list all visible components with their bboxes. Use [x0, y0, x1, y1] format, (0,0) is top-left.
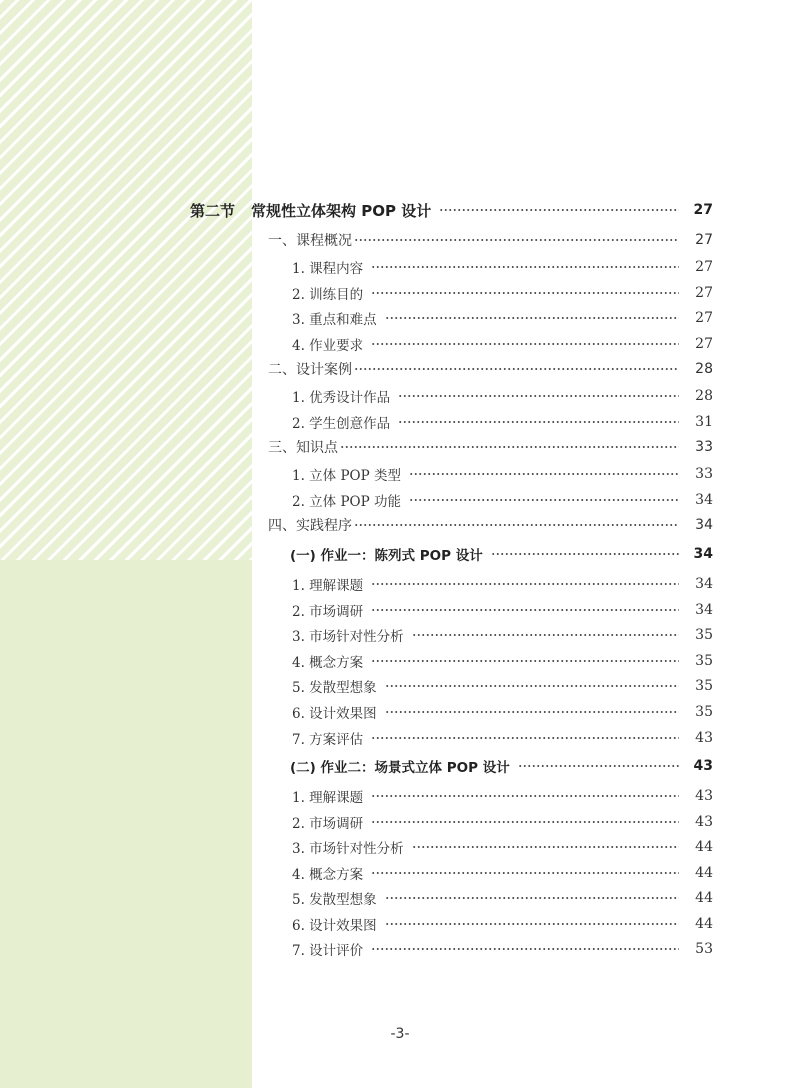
entry-page-number: 44: [695, 839, 713, 855]
entry-page-number: 43: [695, 814, 713, 830]
entry-label: 1. 优秀设计作品: [292, 390, 391, 406]
entry-label: 5. 发散型想象: [292, 892, 377, 908]
dot-leader: [491, 552, 679, 556]
entry-page-number: 43: [695, 788, 713, 804]
entry-label: 2. 市场调研: [292, 604, 364, 620]
entry-label: 6. 设计效果图: [292, 706, 377, 722]
dot-leader: [371, 265, 679, 269]
dot-leader: [385, 684, 679, 688]
toc-entry[interactable]: [292, 410, 713, 434]
entry-label: (一) 作业一：陈列式 POP 设计: [290, 548, 483, 564]
entry-label: 1. 课程内容: [292, 261, 364, 277]
entry-label: 一、课程概况: [268, 233, 352, 249]
toc-entry[interactable]: [292, 281, 713, 305]
dot-leader: [409, 498, 679, 502]
entry-page-number: 31: [695, 414, 713, 430]
dot-leader: [398, 420, 679, 424]
dot-leader: [371, 608, 679, 612]
section-number: 第二节: [190, 201, 236, 220]
toc-entry[interactable]: [292, 255, 713, 279]
entry-label: 2. 学生创意作品: [292, 416, 391, 432]
toc-entry[interactable]: [292, 649, 713, 673]
toc-section-heading[interactable]: [190, 198, 713, 222]
entry-page-number: 33: [695, 439, 713, 455]
entry-page-number: 44: [695, 916, 713, 932]
entry-label: 6. 设计效果图: [292, 918, 377, 934]
dot-leader: [340, 445, 679, 449]
dot-leader: [518, 764, 679, 768]
entry-label: 7. 设计评价: [292, 943, 364, 959]
entry-label: 7. 方案评估: [292, 732, 364, 748]
entry-label: 1. 理解课题: [292, 790, 364, 806]
dot-leader: [385, 710, 679, 714]
toc-entry[interactable]: [268, 357, 713, 381]
toc-entry[interactable]: [292, 674, 713, 698]
entry-page-number: 43: [693, 758, 713, 774]
entry-page-number: 35: [695, 653, 713, 669]
entry-label: 4. 作业要求: [292, 338, 364, 354]
entry-page-number: 27: [695, 336, 713, 352]
dot-leader: [371, 342, 679, 346]
section-title: 常规性立体架构 POP 设计: [251, 201, 432, 220]
entry-page-number: 34: [695, 602, 713, 618]
toc-entry[interactable]: [292, 835, 713, 859]
dot-leader: [371, 820, 679, 824]
dot-leader: [385, 922, 679, 926]
toc-subsection-entry[interactable]: [290, 542, 713, 566]
entry-label: 1. 理解课题: [292, 578, 364, 594]
entry-label: 3. 市场针对性分析: [292, 841, 404, 857]
toc-entry[interactable]: [292, 623, 713, 647]
entry-label: 3. 重点和难点: [292, 312, 377, 328]
dot-leader: [398, 394, 679, 398]
entry-label: 2. 立体 POP 功能: [292, 494, 401, 510]
toc-entry[interactable]: [292, 332, 713, 356]
toc-entry[interactable]: [292, 488, 713, 512]
page-number: -3-: [390, 1026, 410, 1042]
dot-leader: [385, 316, 679, 320]
dot-leader: [371, 582, 679, 586]
entry-page-number: 34: [693, 546, 713, 562]
dot-leader: [409, 472, 679, 476]
entry-page-number: 27: [695, 232, 713, 248]
toc-entry[interactable]: [292, 912, 713, 936]
entry-label: (二) 作业二：场景式立体 POP 设计: [290, 760, 510, 776]
entry-page-number: 34: [695, 492, 713, 508]
dot-leader: [371, 659, 679, 663]
entry-page-number: 34: [695, 517, 713, 533]
entry-label: 三、知识点: [268, 440, 338, 456]
dot-leader: [354, 367, 679, 371]
entry-page-number: 27: [695, 259, 713, 275]
toc-entry[interactable]: [292, 700, 713, 724]
toc-entry[interactable]: [292, 937, 713, 961]
entry-label: 四、实践程序: [268, 518, 352, 534]
dot-leader: [371, 736, 679, 740]
dot-leader: [439, 208, 679, 212]
dot-leader: [385, 896, 679, 900]
toc-entry[interactable]: [292, 886, 713, 910]
entry-label: 4. 概念方案: [292, 867, 364, 883]
entry-label: 1. 立体 POP 类型: [292, 468, 401, 484]
toc-subsection-entry[interactable]: [290, 754, 713, 778]
toc-entry[interactable]: [292, 598, 713, 622]
entry-page-number: 53: [695, 941, 713, 957]
dot-leader: [354, 238, 679, 242]
entry-page-number: 44: [695, 890, 713, 906]
toc-entry[interactable]: [292, 384, 713, 408]
entry-page-number: 35: [695, 627, 713, 643]
entry-label: 2. 训练目的: [292, 287, 364, 303]
entry-label: 2. 市场调研: [292, 816, 364, 832]
dot-leader: [412, 845, 679, 849]
entry-page-number: 35: [695, 678, 713, 694]
entry-label: 二、设计案例: [268, 362, 352, 378]
dot-leader: [371, 871, 679, 875]
entry-page-number: 33: [695, 466, 713, 482]
toc-entry[interactable]: [292, 306, 713, 330]
dot-leader: [354, 523, 679, 527]
toc-entry[interactable]: [292, 462, 713, 486]
toc-entry[interactable]: [268, 435, 713, 459]
entry-page-number: 28: [695, 388, 713, 404]
dot-leader: [371, 794, 679, 798]
toc-entry[interactable]: [292, 572, 713, 596]
entry-page-number: 35: [695, 704, 713, 720]
entry-page-number: 44: [695, 865, 713, 881]
entry-page-number: 27: [695, 285, 713, 301]
entry-label: 5. 发散型想象: [292, 680, 377, 696]
entry-page-number: 28: [695, 361, 713, 377]
toc-entry[interactable]: [292, 726, 713, 750]
entry-page-number: 27: [695, 310, 713, 326]
entry-page-number: 34: [695, 576, 713, 592]
toc-entry[interactable]: [292, 784, 713, 808]
entry-label: 3. 市场针对性分析: [292, 629, 404, 645]
entry-page-number: 43: [695, 730, 713, 746]
dot-leader: [371, 291, 679, 295]
toc-entry[interactable]: [268, 228, 713, 252]
toc-entry[interactable]: [292, 861, 713, 885]
dot-leader: [412, 633, 679, 637]
toc-entry[interactable]: [292, 810, 713, 834]
section-page-number: 27: [693, 202, 713, 218]
toc-entry[interactable]: [268, 513, 713, 537]
entry-label: 4. 概念方案: [292, 655, 364, 671]
dot-leader: [371, 947, 679, 951]
